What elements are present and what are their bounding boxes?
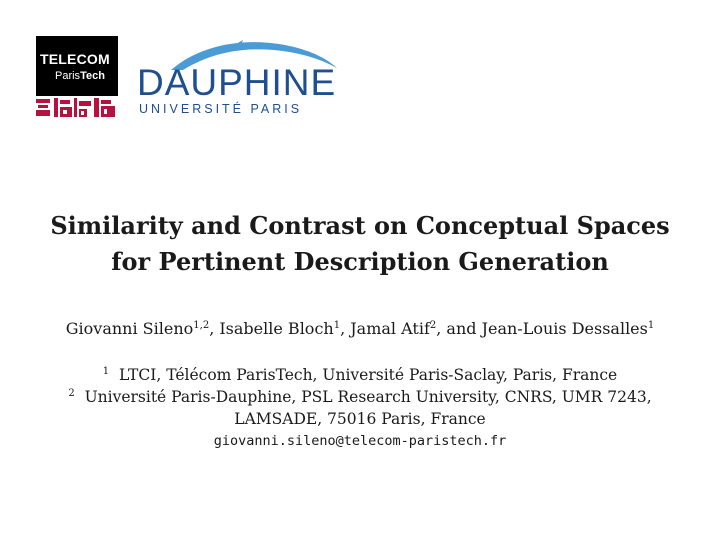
- telecom-logo-text: TELECOM: [40, 51, 110, 67]
- contact-email[interactable]: giovanni.sileno@telecom-paristech.fr: [213, 433, 507, 449]
- author-name: Giovanni Sileno: [65, 319, 194, 338]
- author-name: Isabelle Bloch: [219, 319, 334, 338]
- author-affil-mark: 1,2: [193, 320, 210, 331]
- author-name: Jamal Atif: [350, 319, 430, 338]
- author-affil-mark: 1: [647, 320, 655, 331]
- affiliation-2-cont: LAMSADE, 75016 Paris, France: [234, 410, 486, 428]
- dauphine-logo-subtitle: UNIVERSITÉ PARIS: [139, 102, 303, 116]
- paristech-logo-text: ParisTech: [55, 70, 105, 82]
- affiliation-2: $^2$ Université Paris-Dauphine, PSL Research University, CNRS, UMR 7243,: [68, 388, 652, 406]
- paper-title: [0, 208, 720, 280]
- dauphine-logo-text: DAUPHINE: [137, 62, 337, 103]
- title-line-1: Similarity and Contrast on Conceptual Spaces: [50, 211, 670, 240]
- author-affil-mark: 2: [429, 320, 437, 331]
- telecom-paristech-logo: [36, 36, 118, 119]
- author-list: Giovanni Sileno$^{1,2}$, Isabelle Bloch$^1$, Jamal Atif$^2$, and Jean-Louis Dessalles$^1$: [65, 319, 655, 338]
- author-name: Jean-Louis Dessalles: [481, 319, 648, 338]
- telecom-logo-red-band: [36, 96, 118, 119]
- title-line-2: for Pertinent Description Generation: [111, 247, 609, 276]
- affiliations: [0, 364, 720, 452]
- telecom-red-glyphs-icon: [36, 96, 118, 119]
- affiliation-1: $^1$ LTCI, Télécom ParisTech, Université Paris-Saclay, Paris, France: [102, 366, 618, 384]
- dauphine-logo: [137, 38, 347, 120]
- author-affil-mark: 1: [333, 320, 341, 331]
